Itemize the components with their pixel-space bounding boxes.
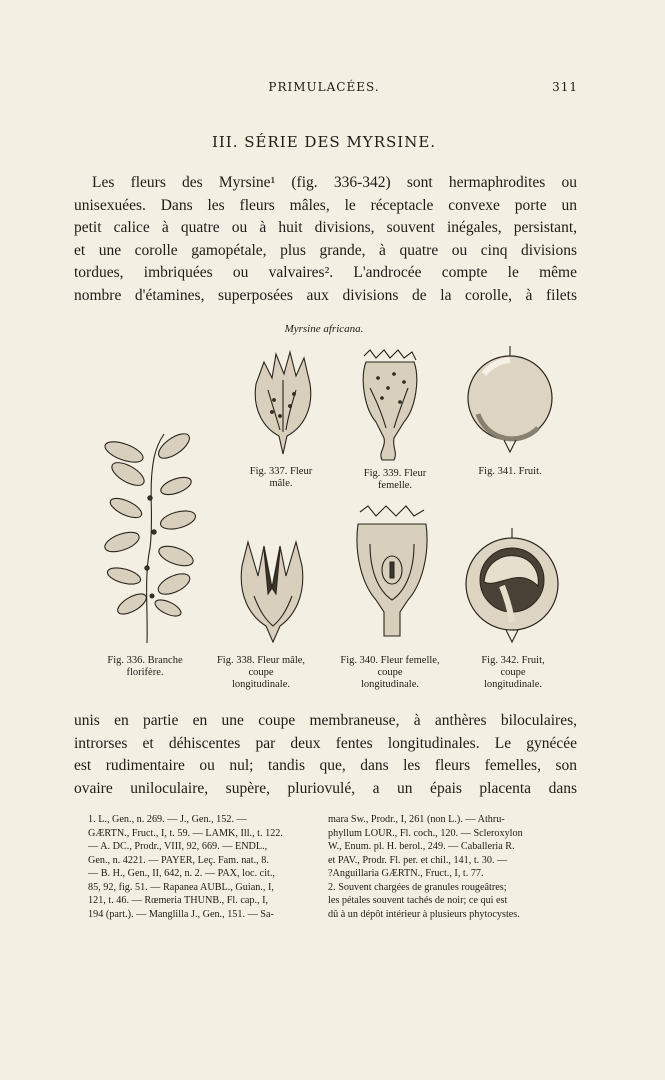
- fruit-illustration: [464, 344, 556, 456]
- text-line: et une corolle gamopétale, plus grande, à quatre ou cinq divisions: [74, 241, 577, 259]
- footnote-line: les pétales souvent tachés de noir; ce qui est: [328, 895, 508, 906]
- footnote-line: phyllum LOUR., Fl. coch., 120. — Scleroxylon: [328, 827, 523, 839]
- page-number: 311: [552, 80, 578, 94]
- footnote-line: et PAV., Prodr. Fl. per. et chil., 141, t. 30. —: [328, 854, 508, 866]
- footnote-line: GÆRTN., Fruct., I, t. 59. — LAMK, Ill., t. 122.: [88, 827, 283, 839]
- paragraph-top: [74, 172, 577, 307]
- figure-caption-337: Fig. 337. Fleur mâle.: [249, 466, 313, 489]
- paragraph-bottom: [74, 710, 577, 800]
- figure-plate-title: Myrsine africana.: [284, 323, 364, 335]
- female-flower-section-illustration: [352, 504, 432, 640]
- figure-caption-340: Fig. 340. Fleur femelle, coupe longitudinale.: [340, 655, 440, 690]
- figure-caption-339: Fig. 339. Fleur femelle.: [363, 468, 427, 491]
- text-line: introrses et déhiscentes par deux fentes longitudinales. Le gynécée: [74, 734, 577, 752]
- text-line: petit calice à quatre ou à huit divisions, souvent inégales, persistant,: [74, 219, 577, 236]
- footnote-line: 85, 92, fig. 51. — Rapanea AUBL., Guian., I,: [88, 881, 274, 893]
- footnotes-right: [328, 813, 568, 921]
- footnote-line: 2. Souvent chargées de granules rougeâtres;: [328, 881, 507, 893]
- fruit-section-illustration: [462, 526, 562, 648]
- footnote-line: 194 (part.). — Manglilla J., Gen., 151. — Sa-: [88, 908, 274, 920]
- figure-caption-342: Fig. 342. Fruit, coupe longitudinale.: [481, 655, 545, 690]
- footnote-line: dû à un dépôt intérieur à plusieurs phytocystes.: [328, 908, 520, 920]
- figure-caption-336: Fig. 336. Branche florifère.: [107, 655, 183, 678]
- section-title: III. SÉRIE DES MYRSINE.: [211, 133, 437, 151]
- footnote-line: Gen., n. 4221. — PAYER, Leç. Fam. nat., 8.: [88, 854, 269, 866]
- footnote-line: W., Enum. pl. H. berol., 249. — Caballeria R.: [328, 841, 515, 852]
- female-flower-illustration: [358, 348, 422, 466]
- footnote-line: mara Sw., Prodr., I, 261 (non L.). — Athru-: [328, 814, 505, 825]
- figure-caption-341: Fig. 341. Fruit.: [478, 466, 542, 477]
- text-line: Les fleurs des Myrsine¹ (fig. 336-342) sont hermaphrodites ou: [92, 174, 577, 191]
- text-line: nombre d'étamines, superposées aux divisions de la corolle, à filets: [74, 286, 577, 304]
- text-line: ovaire uniloculaire, supère, pluriovulé, a un épais placenta dans: [74, 779, 577, 797]
- figure-caption-338: Fig. 338. Fleur mâle, coupe longitudinale.: [216, 655, 306, 690]
- text-line: unis en partie en une coupe membraneuse, à anthères biloculaires,: [74, 712, 577, 729]
- footnote-line: ?Anguillaria GÆRTN., Fruct., I, t. 77.: [328, 868, 484, 879]
- footnote-line: — B. H., Gen., II, 642, n. 2. — PAX, loc. cit.,: [88, 868, 275, 879]
- footnote-line: 121, t. 46. — Rœmeria THUNB., Fl. cap., I,: [88, 895, 269, 906]
- footnote-line: 1. L., Gen., n. 269. — J., Gen., 152. —: [88, 814, 247, 825]
- male-flower-illustration: [246, 350, 320, 458]
- text-line: est rudimentaire ou nul; tandis que, dans les fleurs femelles, son: [74, 757, 577, 774]
- text-line: tordues, imbriquées ou valvaires². L'androcée compte le même: [74, 264, 577, 281]
- branch-illustration: [92, 428, 202, 646]
- footnote-line: — A. DC., Prodr., VIII, 92, 669. — ENDL.,: [88, 841, 268, 852]
- running-head-title: PRIMULACÉES.: [268, 80, 380, 94]
- text-line: unisexuées. Dans les fleurs mâles, le réceptacle convexe porte un: [74, 196, 577, 214]
- footnotes-left: [88, 813, 312, 921]
- male-flower-section-illustration: [236, 536, 310, 646]
